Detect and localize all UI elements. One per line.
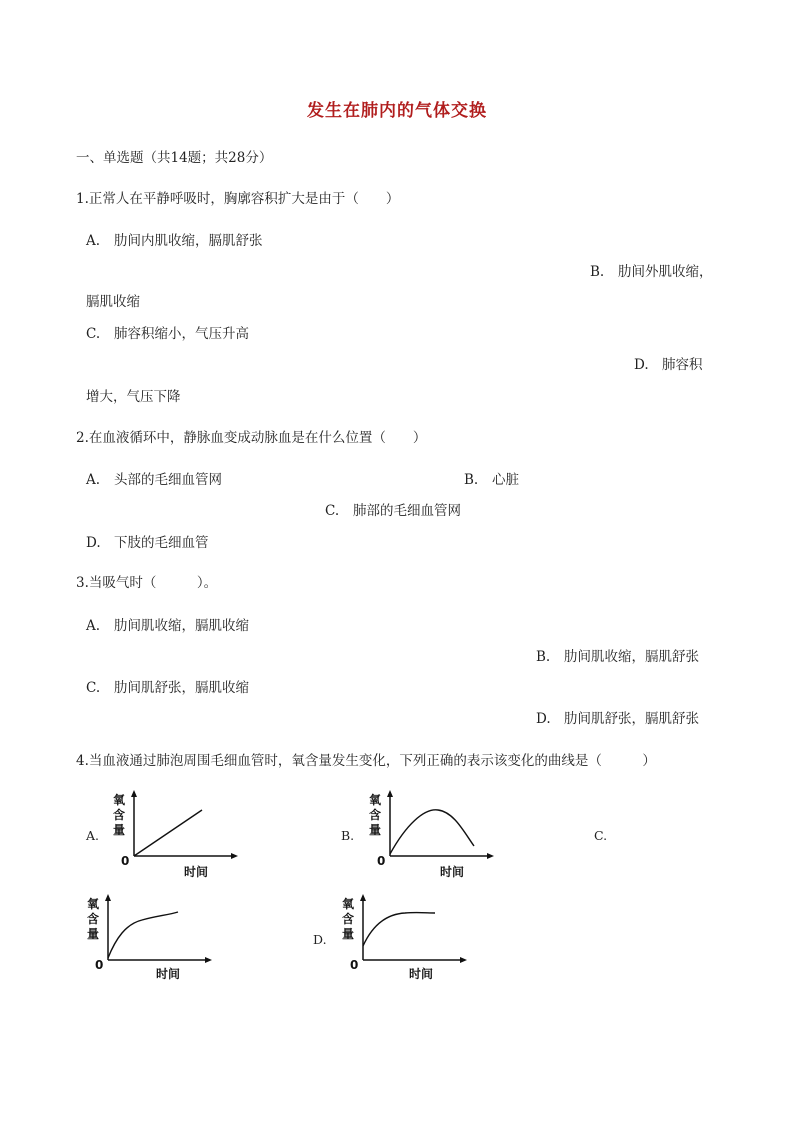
chart-c-y-arrow bbox=[105, 894, 111, 901]
question-4-stem: 4.当血液通过肺泡周围毛细血管时，氧含量发生变化，下列正确的表示该变化的曲线是（ ） bbox=[76, 753, 656, 769]
chart-d bbox=[339, 894, 469, 986]
question-4-option-b[interactable]: B. bbox=[341, 828, 355, 843]
question-3-option-d[interactable] bbox=[536, 707, 699, 727]
chart-c-ylabel-3: 量 bbox=[87, 927, 100, 941]
chart-c-ylabel-2: 含 bbox=[87, 912, 100, 926]
chart-d-ylabel-3: 量 bbox=[342, 927, 355, 941]
chart-a-x-arrow bbox=[231, 853, 238, 859]
option-letter: D. bbox=[634, 357, 649, 373]
section-heading: 一、单选题（共14题；共28分） bbox=[76, 150, 273, 166]
question-1-option-d-wrap: 增大，气压下降 bbox=[86, 389, 181, 405]
question-1-option-b-wrap: 膈肌收缩 bbox=[86, 294, 140, 310]
option-letter: A. bbox=[86, 472, 101, 488]
question-3-stem: 3.当吸气时（ ）。 bbox=[76, 575, 218, 591]
question-2-option-a[interactable] bbox=[86, 468, 222, 488]
option-text: 肋间肌收缩，膈肌收缩 bbox=[114, 618, 249, 634]
chart-d-series-line bbox=[363, 913, 435, 946]
option-letter: D. bbox=[86, 535, 101, 551]
chart-d-ylabel-1: 氧 bbox=[342, 897, 355, 911]
option-text: 肋间肌舒张，膈肌收缩 bbox=[114, 680, 249, 696]
chart-b-ylabel-2: 含 bbox=[369, 808, 382, 822]
chart-a-ylabel-3: 量 bbox=[113, 823, 126, 837]
question-2-stem: 2.在血液循环中，静脉血变成动脉血是在什么位置（ ） bbox=[76, 430, 427, 446]
chart-d-y-arrow bbox=[360, 894, 366, 901]
chart-c-series-line bbox=[108, 912, 178, 958]
question-4-option-c[interactable]: C. bbox=[594, 828, 608, 843]
question-1-stem: 1.正常人在平静呼吸时，胸廓容积扩大是由于（ ） bbox=[76, 191, 400, 207]
option-letter: C. bbox=[86, 326, 101, 342]
question-1-option-a[interactable] bbox=[86, 229, 263, 249]
chart-a-y-arrow bbox=[131, 790, 137, 797]
chart-a-origin: 0 bbox=[121, 854, 130, 868]
question-4-option-d[interactable]: D. bbox=[313, 932, 327, 947]
chart-a-ylabel-1: 氧 bbox=[113, 793, 126, 807]
page-title: 发生在肺内的气体交换 bbox=[307, 101, 487, 121]
option-text: 肋间肌舒张，膈肌舒张 bbox=[564, 711, 699, 727]
question-4-option-a[interactable]: A. bbox=[86, 828, 100, 843]
option-letter: D. bbox=[536, 711, 551, 727]
chart-c-x-arrow bbox=[205, 957, 212, 963]
option-letter: C. bbox=[325, 503, 340, 519]
option-letter: C. bbox=[86, 680, 101, 696]
chart-b bbox=[366, 790, 496, 882]
question-3-option-c[interactable] bbox=[86, 676, 249, 696]
option-text: 肋间内肌收缩，膈肌舒张 bbox=[114, 233, 263, 249]
question-3-option-b[interactable] bbox=[536, 645, 699, 665]
chart-b-series-line bbox=[390, 810, 474, 854]
chart-a-ylabel-2: 含 bbox=[113, 808, 126, 822]
option-text: 肺容积 bbox=[662, 357, 703, 373]
chart-d-xlabel: 时间 bbox=[409, 967, 434, 981]
chart-b-ylabel-1: 氧 bbox=[369, 793, 382, 807]
option-letter: B. bbox=[590, 264, 605, 280]
option-text: 肺容积缩小，气压升高 bbox=[114, 326, 249, 342]
question-3-option-a[interactable] bbox=[86, 614, 249, 634]
chart-a-xlabel: 时间 bbox=[184, 865, 209, 879]
option-letter: B. bbox=[464, 472, 479, 488]
chart-a bbox=[110, 790, 240, 882]
chart-b-ylabel-3: 量 bbox=[369, 823, 382, 837]
question-2-option-b[interactable] bbox=[464, 468, 519, 488]
question-1-option-d[interactable] bbox=[634, 353, 703, 373]
chart-d-origin: 0 bbox=[350, 958, 359, 972]
option-text: 肋间肌收缩，膈肌舒张 bbox=[564, 649, 699, 665]
chart-d-ylabel-2: 含 bbox=[342, 912, 355, 926]
chart-c-ylabel-1: 氧 bbox=[87, 897, 100, 911]
question-1-option-b[interactable] bbox=[590, 260, 713, 280]
chart-b-xlabel: 时间 bbox=[440, 865, 465, 879]
option-text: 头部的毛细血管网 bbox=[114, 472, 222, 488]
chart-b-x-arrow bbox=[487, 853, 494, 859]
chart-b-y-arrow bbox=[387, 790, 393, 797]
chart-c bbox=[84, 894, 214, 986]
option-text: 肋间外肌收缩， bbox=[618, 264, 713, 280]
chart-d-x-arrow bbox=[460, 957, 467, 963]
option-letter: A. bbox=[86, 618, 101, 634]
option-text: 肺部的毛细血管网 bbox=[353, 503, 461, 519]
chart-b-origin: 0 bbox=[377, 854, 386, 868]
question-1-option-c[interactable] bbox=[86, 322, 249, 342]
question-2-option-c[interactable] bbox=[325, 499, 461, 519]
option-letter: B. bbox=[536, 649, 551, 665]
chart-c-origin: 0 bbox=[95, 958, 104, 972]
option-text: 心脏 bbox=[492, 472, 519, 488]
option-text: 下肢的毛细血管 bbox=[114, 535, 209, 551]
chart-a-series-line bbox=[134, 810, 202, 856]
chart-c-xlabel: 时间 bbox=[156, 967, 181, 981]
question-2-option-d[interactable] bbox=[86, 531, 209, 551]
option-letter: A. bbox=[86, 233, 101, 249]
